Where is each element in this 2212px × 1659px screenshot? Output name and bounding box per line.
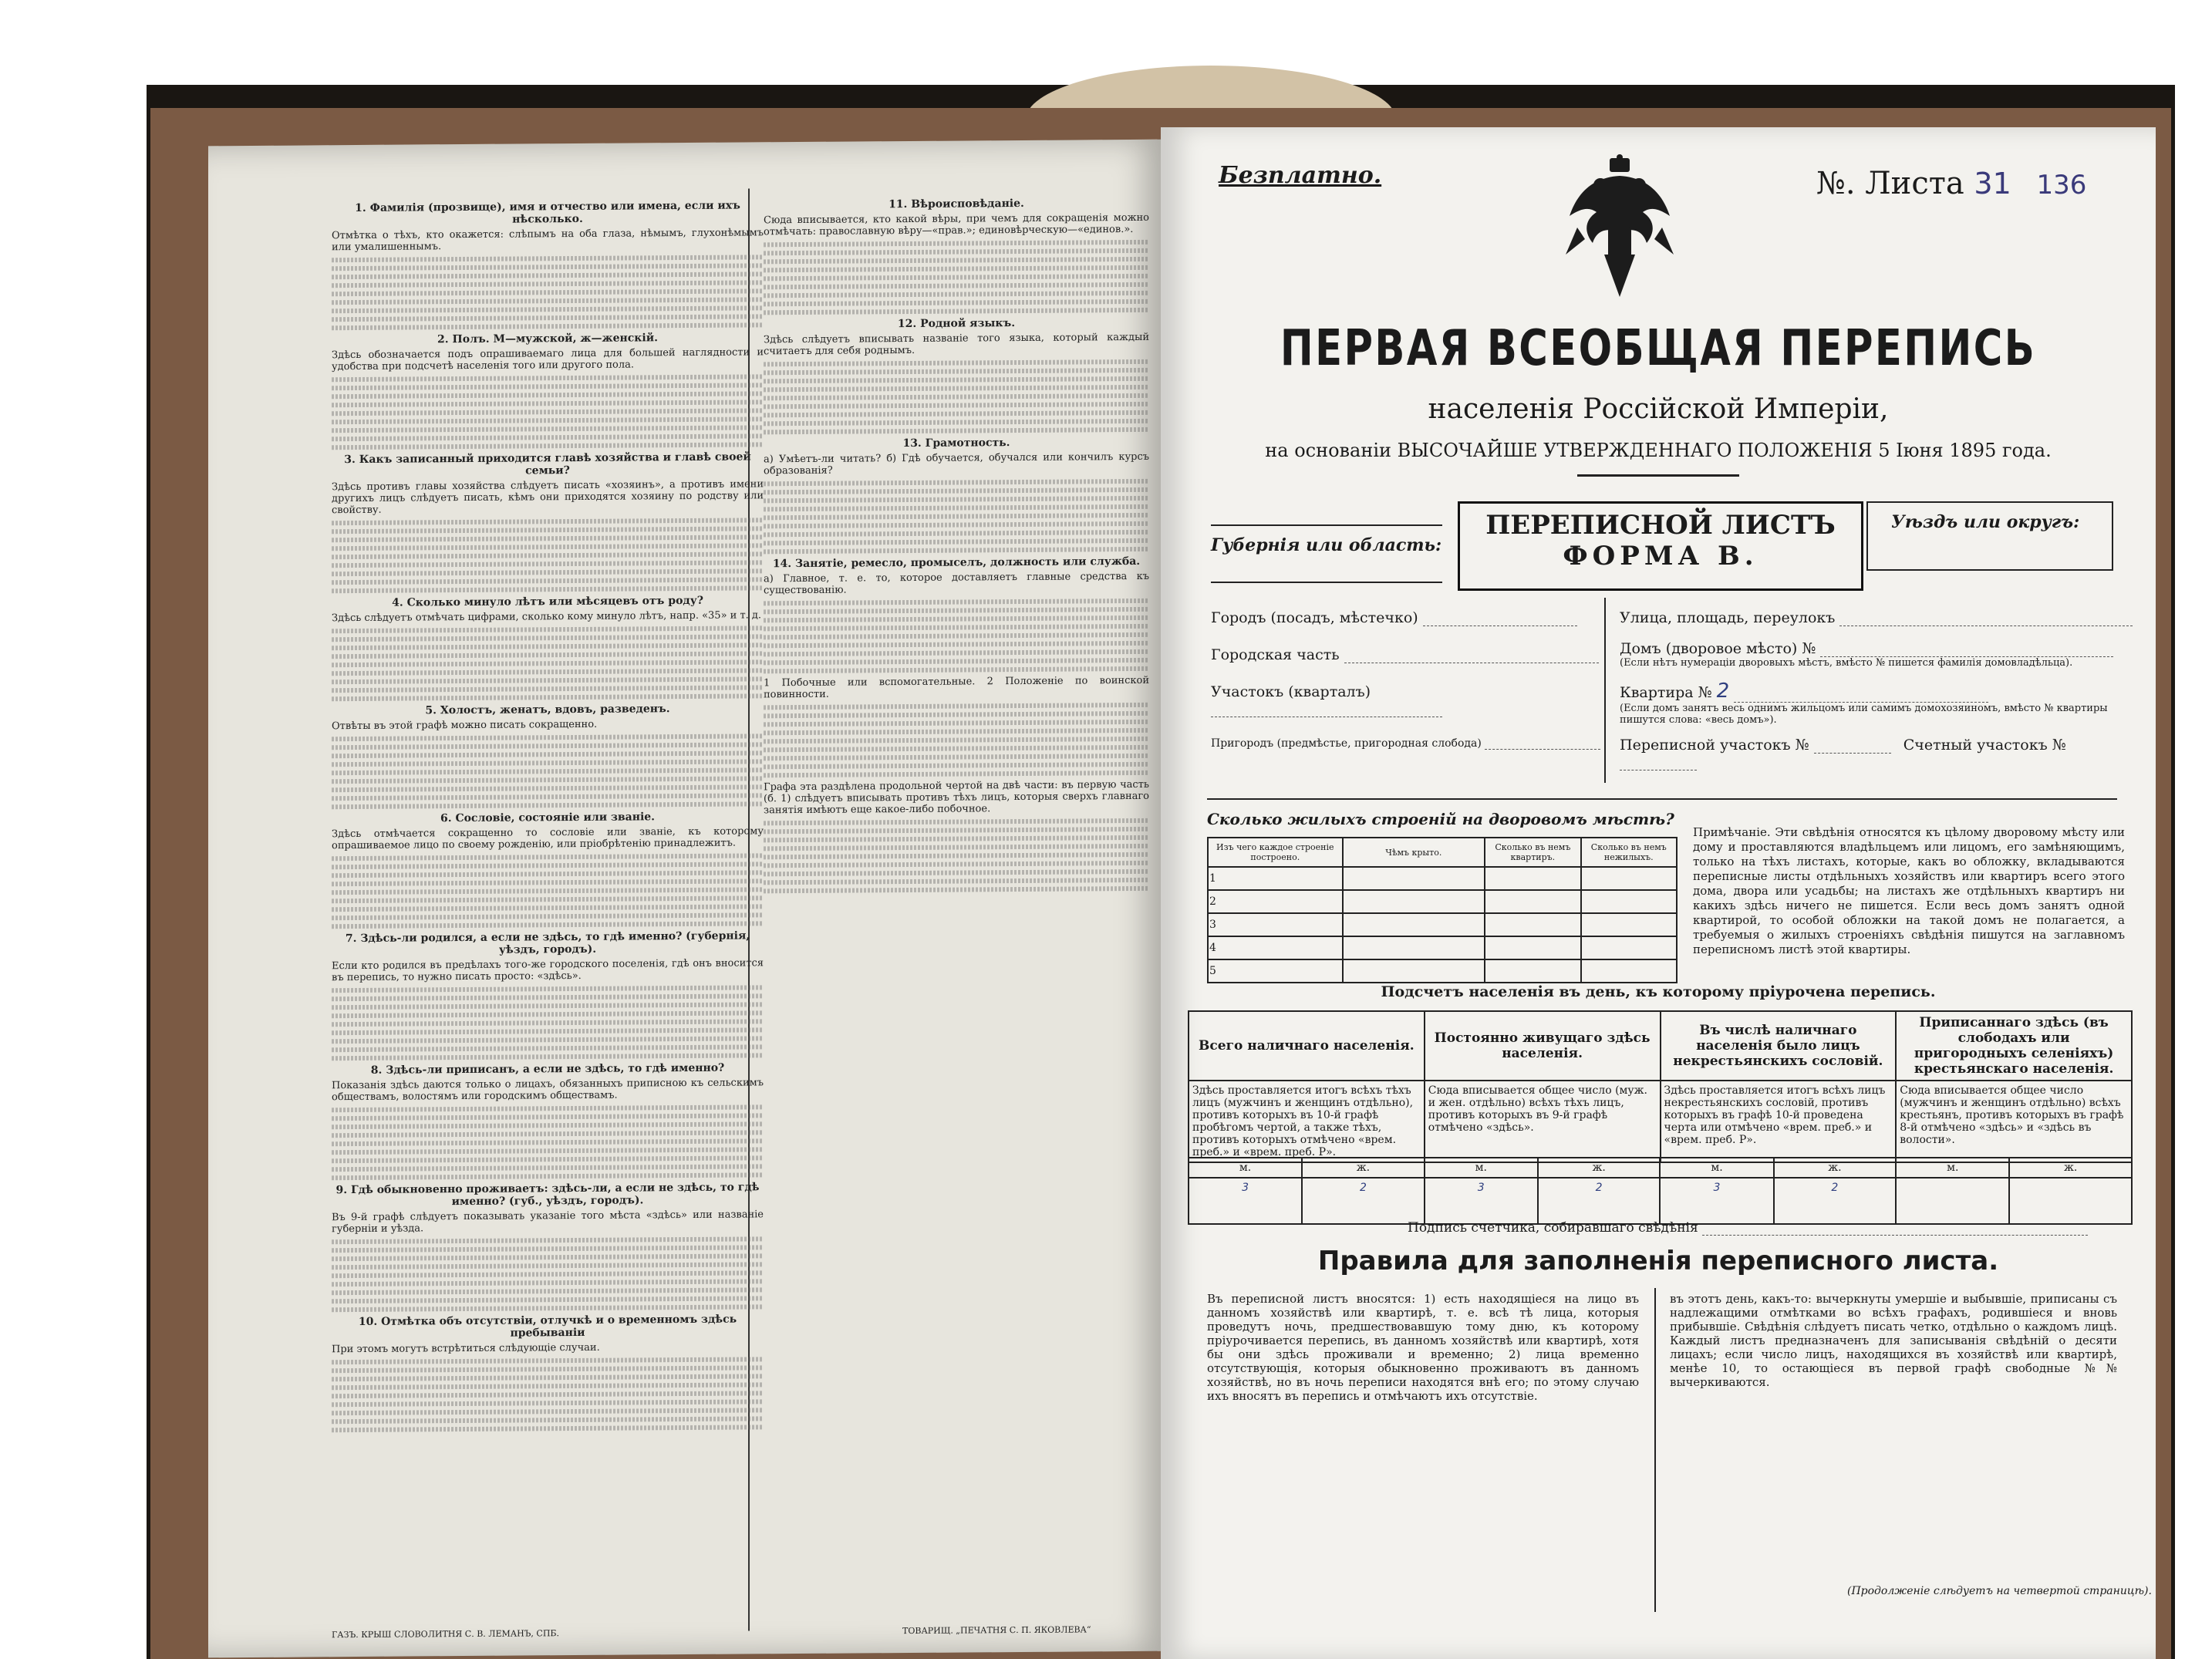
print-line bbox=[332, 400, 764, 407]
print-line bbox=[332, 693, 764, 701]
sex-label: ж. bbox=[1302, 1158, 1425, 1178]
print-line bbox=[332, 1236, 764, 1244]
house-label: Домъ (дворовое мѣсто) № bbox=[1620, 640, 1816, 657]
sex-label: ж. bbox=[1538, 1158, 1661, 1178]
apartment-note: (Если домъ занятъ весь однимъ жильцомъ или самимъ домохозяиномъ, вмѣсто № квартиры пишутся слова: «весь домъ»). bbox=[1620, 703, 2108, 726]
buildings-row bbox=[1208, 913, 1677, 936]
count-desc-non-peasant: Здѣсь проставляется итогъ всѣхъ лицъ некрестьянскихъ сословій, противъ которыхъ въ графѣ 10-й проведена черта или отмѣчено «врем. преб.» и «врем. преб. Р». bbox=[1661, 1081, 1897, 1162]
print-line bbox=[332, 895, 764, 903]
print-line bbox=[764, 624, 1149, 631]
section-heading: 2. Полъ. М—мужской, ж—женскій. bbox=[437, 332, 658, 346]
rules-column-1: Въ переписной листъ вносятся: 1) есть находящіеся на лицо въ данномъ хозяйствѣ или квартирѣ, т. е. всѣ тѣ лица, которыя проведутъ ночь, предшествовавшую тому дню, къ которому пріурочивается перепись, въ данномъ хозяйствѣ или квартирѣ, хотя бы они здѣсь проживали и временно; 2) лица временно отсутствующія, которыя обыкновенно проживаютъ въ данномъ хозяйствѣ, но въ ночь переписи находятся внѣ его; по этому случаю ихъ вносятъ въ перепись и отмѣчаютъ ихъ отсутствіе. bbox=[1207, 1292, 1639, 1403]
print-line bbox=[764, 861, 1149, 868]
print-line bbox=[332, 1130, 764, 1138]
address-divider bbox=[1604, 598, 1606, 783]
print-line bbox=[332, 1391, 764, 1398]
census-area-label: Переписной участокъ № bbox=[1620, 737, 1809, 754]
section-heading: 11. Вѣроисповѣданіе. bbox=[889, 197, 1024, 211]
left-page-column-1 bbox=[332, 196, 764, 1436]
section-text: 1 Побочные или вспомогательные. 2 Положеніе по воинской повинности. bbox=[764, 674, 1149, 701]
print-line bbox=[764, 649, 1149, 656]
print-line bbox=[332, 568, 764, 576]
print-line bbox=[332, 993, 764, 1001]
print-line bbox=[332, 1036, 764, 1044]
form-variant: ФОРМА В. bbox=[1563, 541, 1758, 572]
print-line bbox=[332, 676, 764, 684]
census-areas bbox=[1620, 737, 2136, 770]
buildings-row bbox=[1208, 959, 1677, 983]
print-line bbox=[332, 659, 764, 667]
print-line bbox=[332, 408, 764, 416]
section-heading: 9. Гдѣ обыкновенно проживаетъ: здѣсь-ли, а если не здѣсь, то гдѣ именно? (губ., уѣздъ, городъ). bbox=[336, 1181, 760, 1209]
section-text: Если кто родился въ предѣлахъ того-же городского поселенія, гдѣ онъ вносится въ перепись, то нужно писать просто: «здѣсь». bbox=[332, 957, 764, 984]
print-line bbox=[764, 745, 1149, 752]
print-line bbox=[764, 641, 1149, 648]
section-text: а) Умѣетъ-ли читать? б) Гдѣ обучается, обучался или кончилъ курсъ образованія? bbox=[764, 450, 1149, 477]
buildings-cell[interactable] bbox=[1485, 890, 1580, 913]
print-line bbox=[332, 551, 764, 559]
buildings-row-number: 1 bbox=[1208, 867, 1343, 890]
buildings-row-number: 2 bbox=[1208, 890, 1343, 913]
section-text: Сюда вписывается, кто какой вѣры, при чемъ для сокращенія можно отмѣчать: православную вѣру—«прав.»; единовѣрческую—«единов.». bbox=[764, 211, 1149, 238]
section-heading: 3. Какъ записанный приходится главѣ хозяйства и главѣ своей семьи? bbox=[344, 450, 751, 477]
buildings-cell[interactable] bbox=[1343, 890, 1485, 913]
buildings-cell[interactable] bbox=[1485, 936, 1580, 959]
sheet-label: №. Листа bbox=[1816, 166, 1964, 201]
print-line bbox=[332, 534, 764, 542]
print-line bbox=[764, 479, 1149, 486]
buildings-cell[interactable] bbox=[1343, 913, 1485, 936]
sex-label: м. bbox=[1425, 1158, 1538, 1178]
print-line bbox=[764, 666, 1149, 673]
print-line bbox=[764, 248, 1149, 255]
count-value-handwritten[interactable] bbox=[1896, 1178, 2009, 1224]
section-heading: 4. Сколько минуло лѣтъ или мѣсяцевъ отъ роду? bbox=[392, 594, 703, 609]
section-text: Здѣсь слѣдуетъ вписывать названіе того языка, который каждый считаетъ для себя роднымъ. bbox=[764, 331, 1149, 358]
print-line bbox=[764, 607, 1149, 614]
print-line bbox=[332, 767, 764, 775]
print-line bbox=[764, 538, 1149, 545]
print-line bbox=[332, 425, 764, 433]
print-line bbox=[332, 433, 764, 441]
print-line bbox=[332, 793, 764, 801]
print-line bbox=[764, 886, 1149, 893]
print-line bbox=[332, 577, 764, 585]
count-value-handwritten[interactable]: 3 bbox=[1189, 1178, 1302, 1224]
section-heading: 7. Здѣсь-ли родился, а если не здѣсь, то гдѣ именно? (губернія, уѣздъ, городъ). bbox=[345, 929, 750, 956]
print-line bbox=[332, 625, 764, 633]
buildings-note: Примѣчаніе. Эти свѣдѣнія относятся къ цѣлому дворовому мѣсту или дому и проставляются владѣльцемъ или лицомъ, его замѣняющимъ, только на тѣхъ листахъ, которые, какъ во обложку, вкладываются переписные листы отдѣльныхъ хозяйствъ или квартиръ всего этого дома, двора или усадьбы; на листахъ же отдѣльныхъ квартиръ ни какихъ здѣсь ничего не пишется. Если весь домъ занятъ одной квартирой, то особой обложки на такой домъ не полагается, а требуемыя о жилыхъ строеніяхъ свѣдѣнія пишутся на заглавномъ переписномъ листѣ этой квартиры. bbox=[1693, 825, 2125, 956]
print-line bbox=[764, 274, 1149, 281]
count-desc-present: Здѣсь проставляется итогъ всѣхъ тѣхъ лицъ (мужчинъ и женщинъ отдѣльно), противъ которыхъ въ 10-й графѣ пробѣгомъ чертой, а также тѣхъ, противъ которыхъ отмѣчено «врем. преб.» и «врем. преб. Р». bbox=[1189, 1081, 1425, 1162]
count-value-handwritten[interactable]: 3 bbox=[1425, 1178, 1538, 1224]
print-line bbox=[332, 878, 764, 886]
print-line bbox=[332, 912, 764, 920]
buildings-cell[interactable] bbox=[1343, 959, 1485, 983]
house-note: (Если нѣтъ нумераціи дворовыхъ мѣстъ, вмѣсто № пишется фамилія домовладѣльца). bbox=[1620, 657, 2073, 669]
count-header-non-peasant: Въ числѣ наличнаго населенія было лицъ некрестьянскихъ сословій. bbox=[1661, 1011, 1897, 1081]
buildings-table bbox=[1207, 837, 1678, 983]
section-text: Въ 9-й графѣ слѣдуетъ показывать указаніе того мѣста «здѣсь» или названіе губерніи и уѣзда. bbox=[332, 1209, 764, 1236]
page-number-handwritten: 136 bbox=[2036, 170, 2087, 201]
right-page bbox=[1161, 127, 2156, 1659]
address-fields-left bbox=[1211, 609, 1604, 750]
count-value-handwritten[interactable]: 2 bbox=[1774, 1178, 1897, 1224]
print-line bbox=[332, 1279, 764, 1286]
print-line bbox=[332, 585, 764, 593]
count-value-handwritten[interactable] bbox=[2009, 1178, 2132, 1224]
print-line bbox=[332, 904, 764, 912]
section-text: Здѣсь обозначается подъ опрашиваемаго лица для большей наглядности и удобства при подсчетѣ населенія того или другого пола. bbox=[332, 346, 764, 373]
print-line bbox=[332, 305, 764, 313]
print-line bbox=[764, 530, 1149, 537]
rules-continued-note: (Продолженіе слѣдуетъ на четвертой страницѣ). bbox=[1847, 1585, 2152, 1597]
buildings-cell[interactable] bbox=[1581, 890, 1677, 913]
print-line bbox=[764, 844, 1149, 851]
section-rule bbox=[1207, 798, 2117, 800]
print-line bbox=[332, 526, 764, 534]
rules-title: Правила для заполненія переписного листа. bbox=[1317, 1246, 1999, 1276]
print-line bbox=[764, 720, 1149, 727]
print-line bbox=[764, 878, 1149, 885]
buildings-cell[interactable] bbox=[1581, 959, 1677, 983]
print-line bbox=[332, 255, 764, 262]
city-field[interactable] bbox=[1211, 609, 1604, 626]
count-area-label: Счетный участокъ № bbox=[1903, 737, 2066, 754]
print-line bbox=[764, 762, 1149, 769]
print-line bbox=[764, 827, 1149, 834]
printer-imprint-left: ГАЗЪ. КРЫШ СЛОВОЛИТНЯ С. В. ЛЕМАНЪ, СПБ. bbox=[332, 1628, 559, 1640]
print-line bbox=[764, 711, 1149, 718]
buildings-row-number: 5 bbox=[1208, 959, 1343, 983]
print-line bbox=[764, 257, 1149, 264]
print-line bbox=[332, 560, 764, 568]
print-line bbox=[764, 703, 1149, 710]
buildings-cell[interactable] bbox=[1581, 867, 1677, 890]
buildings-cell[interactable] bbox=[1343, 867, 1485, 890]
print-line bbox=[764, 299, 1149, 306]
print-line bbox=[332, 1270, 764, 1278]
print-line bbox=[332, 1296, 764, 1303]
print-line bbox=[332, 1262, 764, 1270]
print-line bbox=[332, 1172, 764, 1180]
block-field[interactable] bbox=[1211, 683, 1604, 717]
population-count-values bbox=[1188, 1157, 2133, 1225]
buildings-header-nonresidential: Сколько въ немъ нежилыхъ. bbox=[1581, 838, 1677, 867]
free-label: Безплатно. bbox=[1219, 162, 1382, 189]
print-line bbox=[332, 391, 764, 399]
sheet-number-handwritten: 31 bbox=[1974, 167, 2011, 201]
population-count-title: Подсчетъ населенія въ день, къ которому пріурочена перепись. bbox=[1381, 983, 1936, 1000]
print-line bbox=[764, 547, 1149, 554]
form-title: ПЕРЕПИСНОЙ ЛИСТЪ bbox=[1485, 510, 1836, 541]
print-line bbox=[764, 496, 1149, 503]
print-line bbox=[332, 280, 764, 288]
section-text: Здѣсь противъ главы хозяйства слѣдуетъ писать «хозяинъ», а противъ имени другихъ лицъ слѣдуетъ писать, кѣмъ они приходятся хозяину по родству или свойству. bbox=[332, 478, 764, 517]
print-line bbox=[764, 658, 1149, 665]
count-desc-resident: Сюда вписывается общее число (муж. и жен. отдѣльно) всѣхъ тѣхъ лицъ, противъ которыхъ въ 9-й графѣ отмѣчено «здѣсь». bbox=[1425, 1081, 1661, 1162]
print-line bbox=[332, 1044, 764, 1052]
buildings-question: Сколько жилыхъ строеній на дворовомъ мѣстѣ? bbox=[1207, 810, 1674, 828]
left-page-column-2 bbox=[764, 194, 1149, 897]
title-rule bbox=[1577, 474, 1739, 477]
print-line bbox=[764, 402, 1149, 409]
count-header-present: Всего наличнаго населенія. bbox=[1189, 1011, 1425, 1081]
sex-label: ж. bbox=[2009, 1158, 2132, 1178]
section-text: а) Главное, т. е. то, которое доставляетъ главные средства къ существованію. bbox=[764, 570, 1149, 597]
suburb-label: Пригородъ (предмѣстье, пригородная слобода) bbox=[1211, 737, 1482, 750]
print-line bbox=[332, 1304, 764, 1312]
print-line bbox=[332, 416, 764, 424]
print-line bbox=[332, 1002, 764, 1010]
print-line bbox=[764, 599, 1149, 605]
section-text: Графа эта раздѣлена продольной чертой на двѣ части: въ первую часть (б. 1) слѣдуетъ вписывать противъ тѣхъ лицъ, которыя сверхъ главнаго занятія имѣютъ еще какое-либо побочное. bbox=[764, 778, 1149, 817]
print-line bbox=[764, 265, 1149, 272]
print-line bbox=[332, 297, 764, 305]
print-line bbox=[764, 632, 1149, 639]
print-line bbox=[332, 322, 764, 330]
print-line bbox=[764, 852, 1149, 859]
rules-divider bbox=[1654, 1288, 1656, 1612]
print-line bbox=[764, 427, 1149, 434]
print-line bbox=[332, 442, 764, 450]
section-heading: 12. Родной языкъ. bbox=[897, 317, 1016, 331]
buildings-header-apartments: Сколько въ немъ квартиръ. bbox=[1485, 838, 1580, 867]
section-heading: 8. Здѣсь-ли приписанъ, а если не здѣсь, то гдѣ именно? bbox=[370, 1061, 725, 1077]
print-line bbox=[332, 853, 764, 861]
apartment-label: Квартира № bbox=[1620, 684, 1712, 701]
buildings-header-roof: Чѣмъ крыто. bbox=[1343, 838, 1485, 867]
count-desc-peasant: Сюда вписывается общее число (мужчинъ и женщинъ отдѣльно) всѣхъ крестьянъ, противъ которыхъ въ графѣ 8-й отмѣчено «здѣсь» и «здѣсь въ волости». bbox=[1896, 1081, 2132, 1162]
print-line bbox=[332, 784, 764, 792]
print-line bbox=[332, 750, 764, 758]
print-line bbox=[332, 383, 764, 390]
printer-imprint-right: ТОВАРИЩ. „ПЕЧАТНЯ С. П. ЯКОВЛЕВА“ bbox=[902, 1624, 1091, 1637]
census-legal-basis: на основаніи ВЫСОЧАЙШЕ УТВЕРЖДЕННАГО ПОЛОЖЕНІЯ 5 Іюня 1895 года. bbox=[1265, 440, 2052, 461]
section-text: Здѣсь слѣдуетъ отмѣчать цифрами, сколько кому минуло лѣтъ, напр. «35» и т. д. bbox=[332, 609, 762, 625]
section-text: Отвѣты въ этой графѣ можно писать сокращенно. bbox=[332, 718, 598, 733]
print-line bbox=[764, 410, 1149, 417]
print-line bbox=[764, 754, 1149, 760]
city-label: Городъ (посадъ, мѣстечко) bbox=[1211, 609, 1418, 626]
print-line bbox=[332, 271, 764, 279]
print-line bbox=[332, 862, 764, 869]
print-line bbox=[332, 1253, 764, 1261]
section-heading: 1. Фамилія (прозвище), имя и отчество или имена, если ихъ нѣсколько. bbox=[355, 199, 740, 226]
signature-field[interactable] bbox=[1408, 1219, 2088, 1236]
print-line bbox=[332, 1374, 764, 1381]
print-line bbox=[332, 651, 764, 659]
street-field[interactable] bbox=[1620, 609, 2136, 626]
city-part-label: Городская часть bbox=[1211, 646, 1340, 663]
sheet-number bbox=[1816, 166, 2086, 201]
district-label: Уѣздъ или округъ: bbox=[1866, 501, 2113, 571]
print-line bbox=[764, 521, 1149, 528]
rules-column-2: въ этотъ день, какъ-то: вычеркнуты умершіе и выбывшіе, приписаны съ надлежащими отмѣтками во всѣхъ графахъ, родившіеся и вновь прибывшіе. Свѣдѣнія слѣдуетъ писать четко, отдѣльно о каждомъ лицѣ. Каждый листъ предназначенъ для записыванія свѣдѣній о десяти лицахъ; если число лицъ, находящихся въ хозяйствѣ или квартирѣ, менѣе 10, то остающіеся въ первой графѣ свободные №№ вычеркиваются. bbox=[1670, 1292, 2117, 1389]
buildings-header-material: Изъ чего каждое строеніе построено. bbox=[1208, 838, 1343, 867]
house-field[interactable] bbox=[1620, 640, 2136, 657]
print-line bbox=[332, 1053, 764, 1060]
print-line bbox=[332, 314, 764, 322]
buildings-cell[interactable] bbox=[1581, 913, 1677, 936]
print-line bbox=[332, 1164, 764, 1172]
buildings-cell[interactable] bbox=[1581, 936, 1677, 959]
buildings-cell[interactable] bbox=[1485, 913, 1580, 936]
count-value-handwritten[interactable]: 2 bbox=[1302, 1178, 1425, 1224]
form-title-box bbox=[1458, 501, 1863, 591]
print-line bbox=[332, 1019, 764, 1027]
province-label: Губернія или область: bbox=[1211, 524, 1442, 583]
print-line bbox=[764, 504, 1149, 511]
print-line bbox=[764, 770, 1149, 777]
section-text: Здѣсь отмѣчается сокращенно то сословіе или званіе, къ которому опрашиваемое лицо по своему рожденію, или пріобрѣтенію принадлежитъ. bbox=[332, 825, 764, 852]
print-line bbox=[332, 733, 764, 741]
apartment-field[interactable] bbox=[1620, 679, 2136, 703]
section-text: Отмѣтка о тѣхъ, кто окажется: слѣпымъ на оба глаза, нѣмымъ, глухонѣмымъ или умалишеннымъ. bbox=[332, 227, 764, 254]
city-part-field[interactable] bbox=[1211, 646, 1604, 663]
print-line bbox=[332, 759, 764, 767]
section-heading: 5. Холостъ, женатъ, вдовъ, разведенъ. bbox=[425, 703, 670, 717]
count-value-handwritten[interactable]: 3 bbox=[1660, 1178, 1773, 1224]
count-value-handwritten[interactable]: 2 bbox=[1538, 1178, 1661, 1224]
apartment-value-handwritten: 2 bbox=[1716, 679, 1730, 703]
buildings-row bbox=[1208, 867, 1677, 890]
count-header-peasant: Приписаннаго здѣсь (въ слободахъ или пригородныхъ селеніяхъ) крестьянскаго населенія. bbox=[1896, 1011, 2132, 1081]
print-line bbox=[332, 1399, 764, 1407]
print-line bbox=[764, 376, 1149, 383]
sex-label: м. bbox=[1660, 1158, 1773, 1178]
buildings-cell[interactable] bbox=[1485, 867, 1580, 890]
print-line bbox=[332, 1365, 764, 1373]
suburb-field[interactable] bbox=[1211, 737, 1604, 750]
population-count-table bbox=[1188, 1010, 2133, 1163]
sex-label: ж. bbox=[1774, 1158, 1897, 1178]
print-line bbox=[764, 419, 1149, 426]
print-line bbox=[332, 1010, 764, 1018]
section-heading: 14. Занятіе, ремесло, промыселъ, должность или служба. bbox=[772, 555, 1141, 571]
print-line bbox=[332, 1121, 764, 1129]
section-heading: 10. Отмѣтка объ отсутствіи, отлучкѣ и о временномъ здѣсь пребываніи bbox=[358, 1313, 737, 1340]
print-line bbox=[764, 513, 1149, 520]
print-line bbox=[332, 1147, 764, 1155]
print-line bbox=[332, 1113, 764, 1121]
print-line bbox=[332, 1138, 764, 1146]
print-line bbox=[332, 642, 764, 650]
buildings-row-number: 4 bbox=[1208, 936, 1343, 959]
block-label: Участокъ (кварталъ) bbox=[1211, 683, 1371, 700]
print-line bbox=[332, 887, 764, 895]
print-line bbox=[764, 282, 1149, 289]
sex-label: м. bbox=[1896, 1158, 2009, 1178]
print-line bbox=[764, 869, 1149, 876]
print-line bbox=[764, 393, 1149, 400]
census-subtitle: населенія Россійской Имперіи, bbox=[1428, 393, 1889, 425]
print-line bbox=[332, 263, 764, 271]
print-line bbox=[764, 728, 1149, 735]
print-line bbox=[764, 737, 1149, 744]
print-line bbox=[332, 1357, 764, 1364]
print-line bbox=[332, 776, 764, 784]
print-line bbox=[332, 1155, 764, 1163]
print-line bbox=[332, 543, 764, 551]
print-line bbox=[332, 801, 764, 809]
print-line bbox=[332, 1104, 764, 1112]
print-line bbox=[332, 518, 764, 525]
print-line bbox=[332, 921, 764, 929]
print-line bbox=[332, 1416, 764, 1424]
double-headed-eagle-emblem-icon bbox=[1562, 154, 1678, 301]
print-line bbox=[764, 291, 1149, 298]
print-line bbox=[764, 359, 1149, 366]
print-line bbox=[332, 634, 764, 642]
print-line bbox=[764, 487, 1149, 494]
print-line bbox=[332, 288, 764, 296]
print-line bbox=[764, 308, 1149, 315]
section-text: При этомъ могутъ встрѣтиться слѣдующіе случаи. bbox=[332, 1341, 600, 1356]
buildings-cell[interactable] bbox=[1485, 959, 1580, 983]
print-line bbox=[332, 1382, 764, 1390]
print-line bbox=[332, 870, 764, 878]
print-line bbox=[332, 685, 764, 693]
print-line bbox=[332, 1408, 764, 1415]
census-main-title: ПЕРВАЯ ВСЕОБЩАЯ ПЕРЕПИСЬ bbox=[1280, 320, 2037, 377]
left-page bbox=[208, 140, 1168, 1658]
buildings-row bbox=[1208, 936, 1677, 959]
print-line bbox=[332, 668, 764, 676]
print-line bbox=[332, 1245, 764, 1253]
signature-label: Подпись счетчика, собиравшаго свѣдѣнія bbox=[1408, 1220, 1698, 1236]
print-line bbox=[764, 615, 1149, 622]
print-line bbox=[332, 374, 764, 382]
sex-label: м. bbox=[1189, 1158, 1302, 1178]
print-line bbox=[332, 1425, 764, 1432]
print-line bbox=[764, 385, 1149, 392]
count-header-resident: Постоянно живущаго здѣсь населенія. bbox=[1425, 1011, 1661, 1081]
print-line bbox=[764, 818, 1149, 825]
print-line bbox=[332, 742, 764, 750]
print-line bbox=[332, 1287, 764, 1295]
buildings-row-number: 3 bbox=[1208, 913, 1343, 936]
section-heading: 13. Грамотность. bbox=[902, 437, 1010, 450]
buildings-cell[interactable] bbox=[1343, 936, 1485, 959]
print-line bbox=[764, 368, 1149, 375]
print-line bbox=[764, 240, 1149, 247]
section-text: Показанія здѣсь даются только о лицахъ, обязанныхъ приписною къ сельскимъ обществамъ, волостямъ или городскимъ обществамъ. bbox=[332, 1077, 764, 1104]
buildings-row bbox=[1208, 890, 1677, 913]
section-heading: 6. Сословіе, состояніе или званіе. bbox=[440, 811, 656, 825]
print-line bbox=[764, 835, 1149, 842]
address-fields-right bbox=[1620, 609, 2136, 770]
print-line bbox=[332, 985, 764, 993]
form-header bbox=[1211, 501, 2113, 586]
street-label: Улица, площадь, переулокъ bbox=[1620, 609, 1836, 626]
print-line bbox=[332, 1027, 764, 1035]
